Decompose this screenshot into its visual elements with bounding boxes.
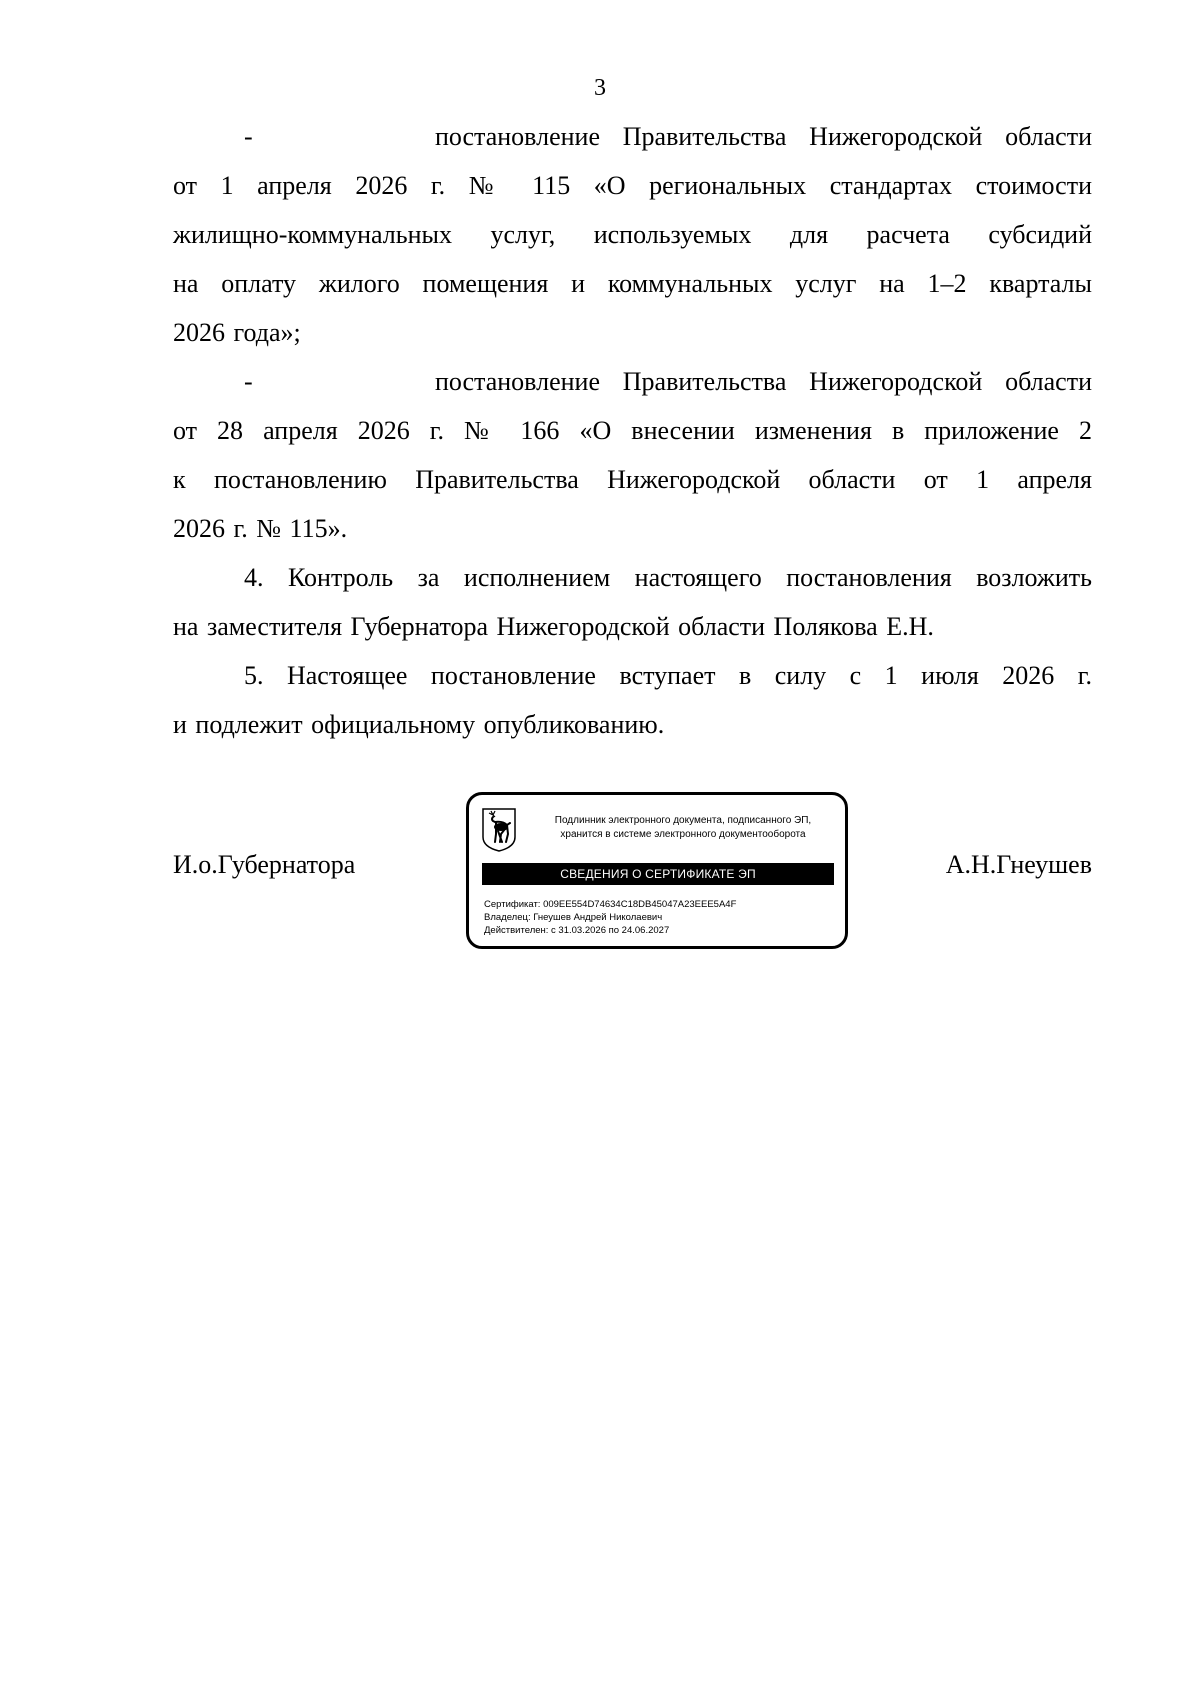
deer-emblem-icon: [481, 807, 517, 853]
paragraph-regulation-166: [173, 357, 1092, 553]
signatory-position: И.о.Губернатора: [173, 850, 356, 879]
paragraph-entry-into-force: [173, 651, 1092, 749]
text-line: - постановление Правительства Нижегородской области: [244, 122, 1092, 151]
stamp-header: [533, 814, 833, 842]
stamp-certificate-details: [484, 898, 736, 937]
certificate-number: Сертификат: 009EE554D74634C18DB45047A23EEE5A4F: [484, 899, 737, 910]
document-body: [173, 112, 1092, 749]
page-number: 3: [594, 75, 606, 101]
stamp-header-line: Подлинник электронного документа, подписанного ЭП,: [554, 815, 812, 826]
signatory-name: А.Н.Гнеушев: [945, 850, 1092, 879]
paragraph-regulation-115: [173, 112, 1092, 357]
text-line: - постановление Правительства Нижегородской области: [244, 367, 1092, 396]
stamp-title-bar: СВЕДЕНИЯ О СЕРТИФИКАТЕ ЭП: [482, 863, 834, 885]
text-line: от 28 апреля 2026 г. № 166 «О внесении изменения в приложение 2: [173, 416, 1092, 445]
text-line: на оплату жилого помещения и коммунальных услуг на 1–2 кварталы: [173, 269, 1092, 298]
electronic-signature-stamp: [466, 792, 848, 949]
text-line: 2026 года»;: [173, 318, 301, 347]
stamp-header-line: хранится в системе электронного документооборота: [560, 829, 806, 840]
text-line: жилищно-коммунальных услуг, используемых для расчета субсидий: [173, 220, 1092, 249]
text-line: от 1 апреля 2026 г. № 115 «О региональных стандартах стоимости: [173, 171, 1092, 200]
text-line: 2026 г. № 115».: [173, 514, 348, 543]
text-line: на заместителя Губернатора Нижегородской области Полякова Е.Н.: [173, 612, 934, 641]
text-line: 4. Контроль за исполнением настоящего постановления возложить: [244, 563, 1092, 592]
text-line: 5. Настоящее постановление вступает в силу с 1 июля 2026 г.: [244, 661, 1092, 690]
text-line: к постановлению Правительства Нижегородской области от 1 апреля: [173, 465, 1092, 494]
certificate-owner: Владелец: Гнеушев Андрей Николаевич: [484, 912, 663, 923]
text-line: и подлежит официальному опубликованию.: [173, 710, 665, 739]
certificate-validity: Действителен: с 31.03.2026 по 24.06.2027: [484, 925, 670, 936]
paragraph-control: [173, 553, 1092, 651]
